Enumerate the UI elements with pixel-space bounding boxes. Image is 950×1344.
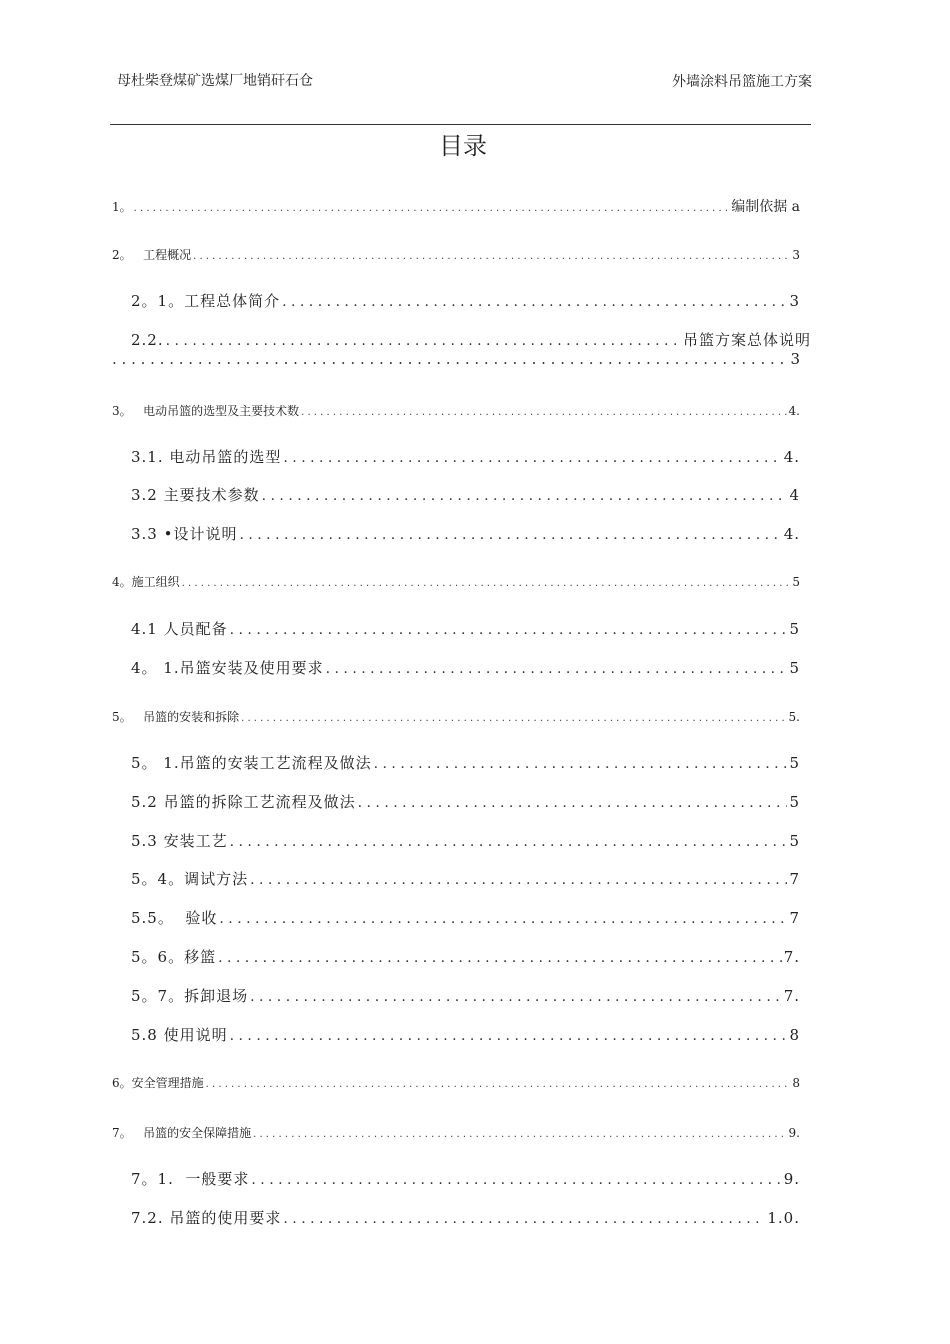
toc-entry-page: 5 bbox=[789, 793, 800, 811]
toc-leader-dots bbox=[374, 756, 788, 772]
toc-leader-dots bbox=[250, 872, 787, 888]
toc-entry-label: 4。 1.吊篮安装及使用要求 bbox=[131, 659, 324, 677]
toc-entry[interactable] bbox=[131, 1207, 800, 1228]
toc-entry-page: 7. bbox=[783, 987, 800, 1005]
toc-entry-page: 5. bbox=[788, 710, 800, 724]
toc-entry-label: 7。1. 一般要求 bbox=[131, 1170, 250, 1188]
toc-entry-label: 6。安全管理措施 bbox=[112, 1076, 204, 1090]
toc-entry[interactable] bbox=[131, 329, 811, 350]
toc-entry[interactable] bbox=[112, 196, 800, 216]
toc-entry-label: 4。施工组织 bbox=[112, 575, 180, 589]
toc-entry-page: 1.0. bbox=[767, 1209, 800, 1227]
toc-entry-label: 3。 电动吊篮的选型及主要技术数 bbox=[112, 404, 300, 418]
toc-entry-label: 2.2. bbox=[131, 331, 164, 349]
toc-entry[interactable] bbox=[131, 618, 800, 639]
toc-entry[interactable] bbox=[131, 523, 800, 544]
toc-leader-dots bbox=[262, 488, 788, 504]
toc-entry-title: 吊篮方案总体说明 bbox=[682, 331, 811, 349]
toc-entry[interactable] bbox=[131, 290, 800, 311]
toc-entry-label: 5.5。 验收 bbox=[131, 909, 218, 927]
toc-entry-label: 5。6。移篮 bbox=[131, 948, 217, 966]
toc-leader-dots bbox=[283, 450, 781, 466]
toc-entry[interactable] bbox=[131, 946, 800, 967]
toc-leader-dots bbox=[134, 203, 730, 214]
toc-entry[interactable] bbox=[131, 791, 800, 812]
toc-leader-dots bbox=[182, 578, 791, 589]
toc-entry-page: 编制依据 a bbox=[731, 199, 800, 215]
toc-entry-page: 4. bbox=[788, 404, 800, 418]
toc-entry[interactable] bbox=[131, 484, 800, 505]
toc-leader-dots bbox=[230, 1028, 788, 1044]
toc-entry[interactable] bbox=[112, 402, 800, 419]
toc-entry-page: 9. bbox=[788, 1126, 800, 1140]
toc-entry-page: 7 bbox=[789, 870, 800, 888]
toc-entry-label: 2。1。工程总体简介 bbox=[131, 292, 281, 310]
header-document-title: 外墙涂料吊篮施工方案 bbox=[672, 74, 812, 90]
toc-entry-label: 5。 吊篮的安装和拆除 bbox=[112, 710, 240, 724]
toc-entry-label: 5。 1.吊篮的安装工艺流程及做法 bbox=[131, 754, 372, 772]
toc-leader-dots bbox=[250, 989, 782, 1005]
toc-entry[interactable] bbox=[112, 573, 800, 590]
toc-entry[interactable] bbox=[131, 752, 800, 773]
toc-entry[interactable] bbox=[112, 1124, 800, 1141]
toc-entry[interactable] bbox=[112, 1074, 800, 1091]
toc-entry-page: 5 bbox=[789, 659, 800, 677]
toc-entry[interactable] bbox=[112, 708, 800, 725]
toc-entry-page: 5 bbox=[789, 754, 800, 772]
toc-leader-dots bbox=[283, 1211, 765, 1227]
toc-leader-dots bbox=[230, 834, 788, 850]
toc-leader-dots bbox=[301, 407, 786, 418]
toc-entry-page: 7 bbox=[789, 909, 800, 927]
toc-entry-page: 8 bbox=[789, 1026, 800, 1044]
toc-entry[interactable] bbox=[131, 868, 800, 889]
toc-leader-dots bbox=[230, 622, 788, 638]
toc-leader-dots bbox=[358, 795, 788, 811]
toc-entry-label: 5。7。拆卸退场 bbox=[131, 987, 249, 1005]
header-project-name: 母杜柴登煤矿选煤厂地销矸石仓 bbox=[117, 73, 313, 89]
toc-entry[interactable] bbox=[131, 830, 800, 851]
toc-leader-dots bbox=[282, 294, 787, 310]
toc-title: 目录 bbox=[439, 132, 487, 160]
toc-entry-label: 5.8 使用说明 bbox=[131, 1026, 228, 1044]
toc-leader-dots bbox=[241, 713, 786, 724]
toc-entry-page: 8 bbox=[792, 1076, 800, 1090]
toc-entry-label: 5.2 吊篮的拆除工艺流程及做法 bbox=[131, 793, 356, 811]
toc-entry-page: 3 bbox=[792, 248, 800, 262]
toc-entry-label: 5。4。调试方法 bbox=[131, 870, 249, 888]
toc-entry-label: 3.3 •设计说明 bbox=[131, 525, 238, 543]
toc-entry-page: 5 bbox=[789, 832, 800, 850]
toc-leader-dots bbox=[251, 1172, 781, 1188]
toc-leader-dots bbox=[326, 661, 788, 677]
toc-entry-page: 3 bbox=[790, 350, 800, 368]
toc-leader-dots bbox=[193, 251, 790, 262]
toc-entry[interactable] bbox=[131, 907, 800, 928]
toc-entry[interactable] bbox=[112, 246, 800, 263]
toc-leader-dots bbox=[166, 333, 681, 349]
toc-entry-page: 5 bbox=[792, 575, 800, 589]
toc-entry-label: 7.2. 吊篮的使用要求 bbox=[131, 1209, 282, 1227]
toc-entry-label: 5.3 安装工艺 bbox=[131, 832, 228, 850]
toc-leader-dots bbox=[218, 950, 782, 966]
toc-entry[interactable] bbox=[131, 1024, 800, 1045]
toc-entry-label: 4.1 人员配备 bbox=[131, 620, 228, 638]
toc-entry-page: 4 bbox=[789, 486, 800, 504]
toc-leader-dots bbox=[112, 350, 788, 368]
toc-entry-label: 3.1. 电动吊篮的选型 bbox=[131, 448, 282, 466]
toc-leader-dots bbox=[219, 911, 787, 927]
toc-leader-dots bbox=[253, 1129, 786, 1140]
toc-entry-page: 5 bbox=[789, 620, 800, 638]
toc-entry[interactable] bbox=[131, 1168, 800, 1189]
header-divider bbox=[110, 124, 811, 125]
toc-entry[interactable] bbox=[131, 657, 800, 678]
toc-entry-page: 4. bbox=[783, 525, 800, 543]
toc-entry[interactable] bbox=[131, 446, 800, 467]
toc-entry-page: 7. bbox=[783, 948, 800, 966]
toc-entry-continuation[interactable] bbox=[112, 350, 800, 368]
toc-entry-page: 9. bbox=[783, 1170, 800, 1188]
toc-leader-dots bbox=[239, 527, 781, 543]
toc-entry-label: 2。 工程概况 bbox=[112, 248, 192, 262]
toc-entry-label: 3.2 主要技术参数 bbox=[131, 486, 260, 504]
toc-entry-label: 7。 吊篮的安全保障措施 bbox=[112, 1126, 252, 1140]
toc-entry[interactable] bbox=[131, 985, 800, 1006]
toc-entry-label: 1。 bbox=[112, 200, 132, 214]
toc-entry-page: 3 bbox=[789, 292, 800, 310]
toc-entry-page: 4. bbox=[783, 448, 800, 466]
toc-leader-dots bbox=[206, 1079, 791, 1090]
